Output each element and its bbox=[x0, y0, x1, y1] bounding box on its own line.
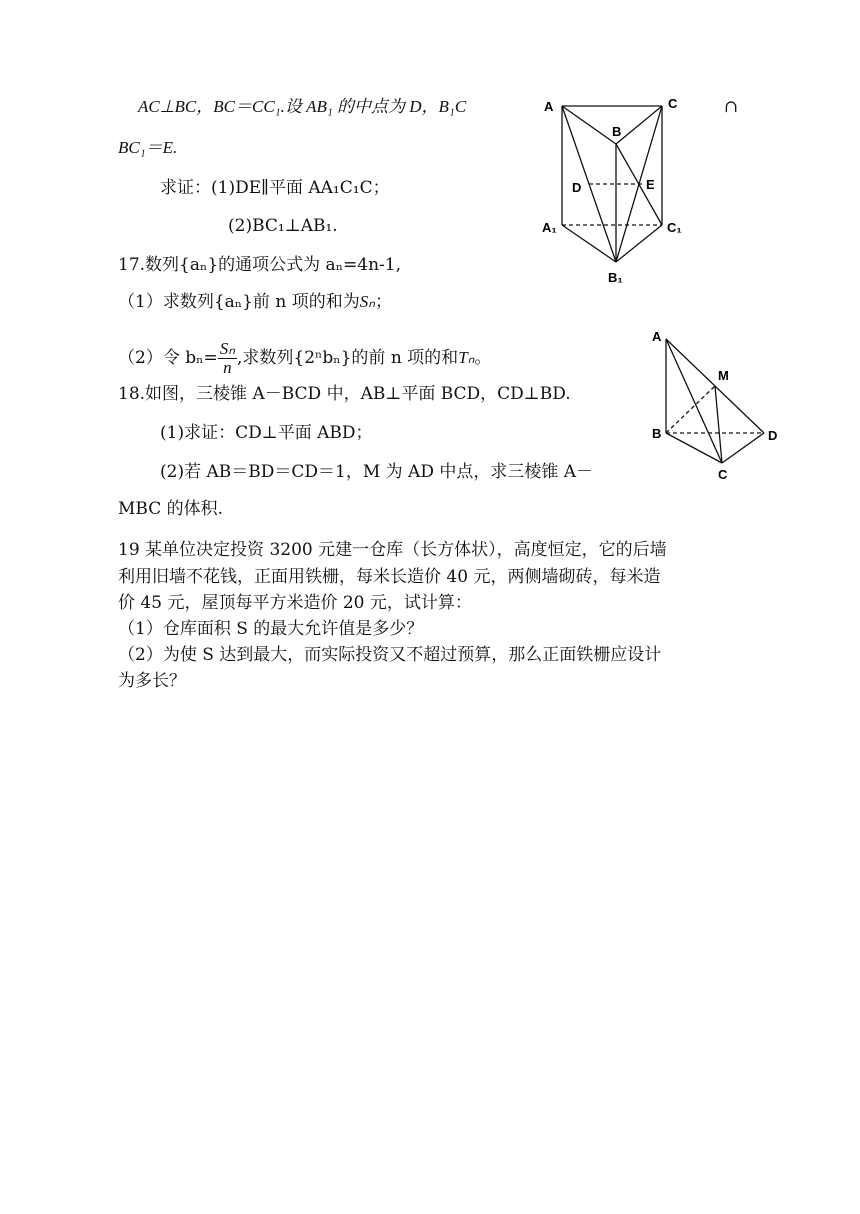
p17-semicolon: ； bbox=[374, 292, 392, 312]
label-D: D bbox=[572, 180, 582, 195]
p19-line5: （2）为使 S 达到最大，而实际投资又不超过预算，那么正面铁栅应设计 bbox=[118, 645, 662, 665]
p18-line2: (1)求证：CD⊥平面 ABD； bbox=[160, 423, 373, 443]
p19-line6: 为多长？ bbox=[118, 671, 186, 691]
label-C: C bbox=[668, 96, 678, 111]
edge-BC bbox=[616, 106, 662, 144]
p17-part1-text: （1）求数列{aₙ}前 n 项的和为 bbox=[118, 292, 360, 312]
edge-MC bbox=[715, 386, 722, 463]
prism-figure bbox=[540, 92, 690, 287]
p17-line2 bbox=[118, 291, 392, 313]
label-C: C bbox=[718, 467, 728, 482]
p16-line2: BC₁＝E. bbox=[118, 138, 178, 157]
edge-CD bbox=[722, 433, 764, 463]
p18-line4: MBC 的体积. bbox=[118, 499, 224, 519]
p19-line1: 19 某单位决定投资 3200 元建一仓库（长方体状），高度恒定，它的后墙 bbox=[118, 540, 667, 560]
label-A1: A₁ bbox=[542, 220, 557, 235]
p16-line4: (2)BC₁⊥AB₁. bbox=[228, 216, 338, 236]
frac-denominator: n bbox=[223, 358, 232, 377]
label-B: B bbox=[652, 426, 662, 441]
p17-part2-text2: ,求数列{2ⁿbₙ}的前 n 项的和 bbox=[236, 348, 459, 368]
tetrahedron-figure bbox=[648, 325, 788, 485]
label-B: B bbox=[612, 124, 622, 139]
p18-line1: 18.如图，三棱锥 A－BCD 中，AB⊥平面 BCD，CD⊥BD. bbox=[118, 384, 571, 404]
edge-BC bbox=[666, 433, 722, 463]
edge-AB bbox=[562, 106, 616, 144]
p17-period: 。 bbox=[474, 348, 492, 368]
p17-fraction bbox=[218, 340, 237, 377]
edge-C1B1 bbox=[616, 225, 662, 262]
p19-line3: 价 45 元，屋顶每平方米造价 20 元，试计算： bbox=[118, 593, 472, 613]
frac-numerator: Sₙ bbox=[219, 339, 235, 358]
label-D: D bbox=[768, 428, 778, 443]
p17-Tn: Tₙ bbox=[458, 348, 475, 367]
p18-line3: (2)若 AB＝BD＝CD＝1，M 为 AD 中点，求三棱锥 A－ bbox=[160, 462, 594, 482]
p19-line2: 利用旧墙不花钱，正面用铁栅，每米长造价 40 元，两侧墙砌砖，每米造 bbox=[118, 567, 661, 587]
label-B1: B₁ bbox=[608, 270, 623, 285]
p16-cap-symbol: ∩ bbox=[724, 97, 739, 117]
p17-line1: 17.数列{aₙ}的通项公式为 aₙ=4n-1, bbox=[118, 255, 402, 275]
p19-line4: （1）仓库面积 S 的最大允许值是多少？ bbox=[118, 619, 424, 639]
label-E: E bbox=[646, 177, 655, 192]
label-M: M bbox=[718, 368, 729, 383]
label-A: A bbox=[544, 99, 554, 114]
p16-line3: 求证：(1)DE∥平面 AA₁C₁C； bbox=[160, 178, 390, 198]
p17-line3 bbox=[118, 340, 491, 377]
p16-line1: AC⊥BC，BC＝CC₁.设 AB₁ 的中点为 D，B₁C bbox=[138, 97, 467, 116]
p17-part2-text: （2）令 bₙ= bbox=[118, 348, 218, 368]
edge-AC bbox=[666, 339, 722, 463]
label-C1: C₁ bbox=[667, 220, 682, 235]
p17-Sn: Sₙ bbox=[359, 292, 375, 311]
edge-A1B1 bbox=[562, 225, 616, 262]
label-A: A bbox=[652, 329, 662, 344]
